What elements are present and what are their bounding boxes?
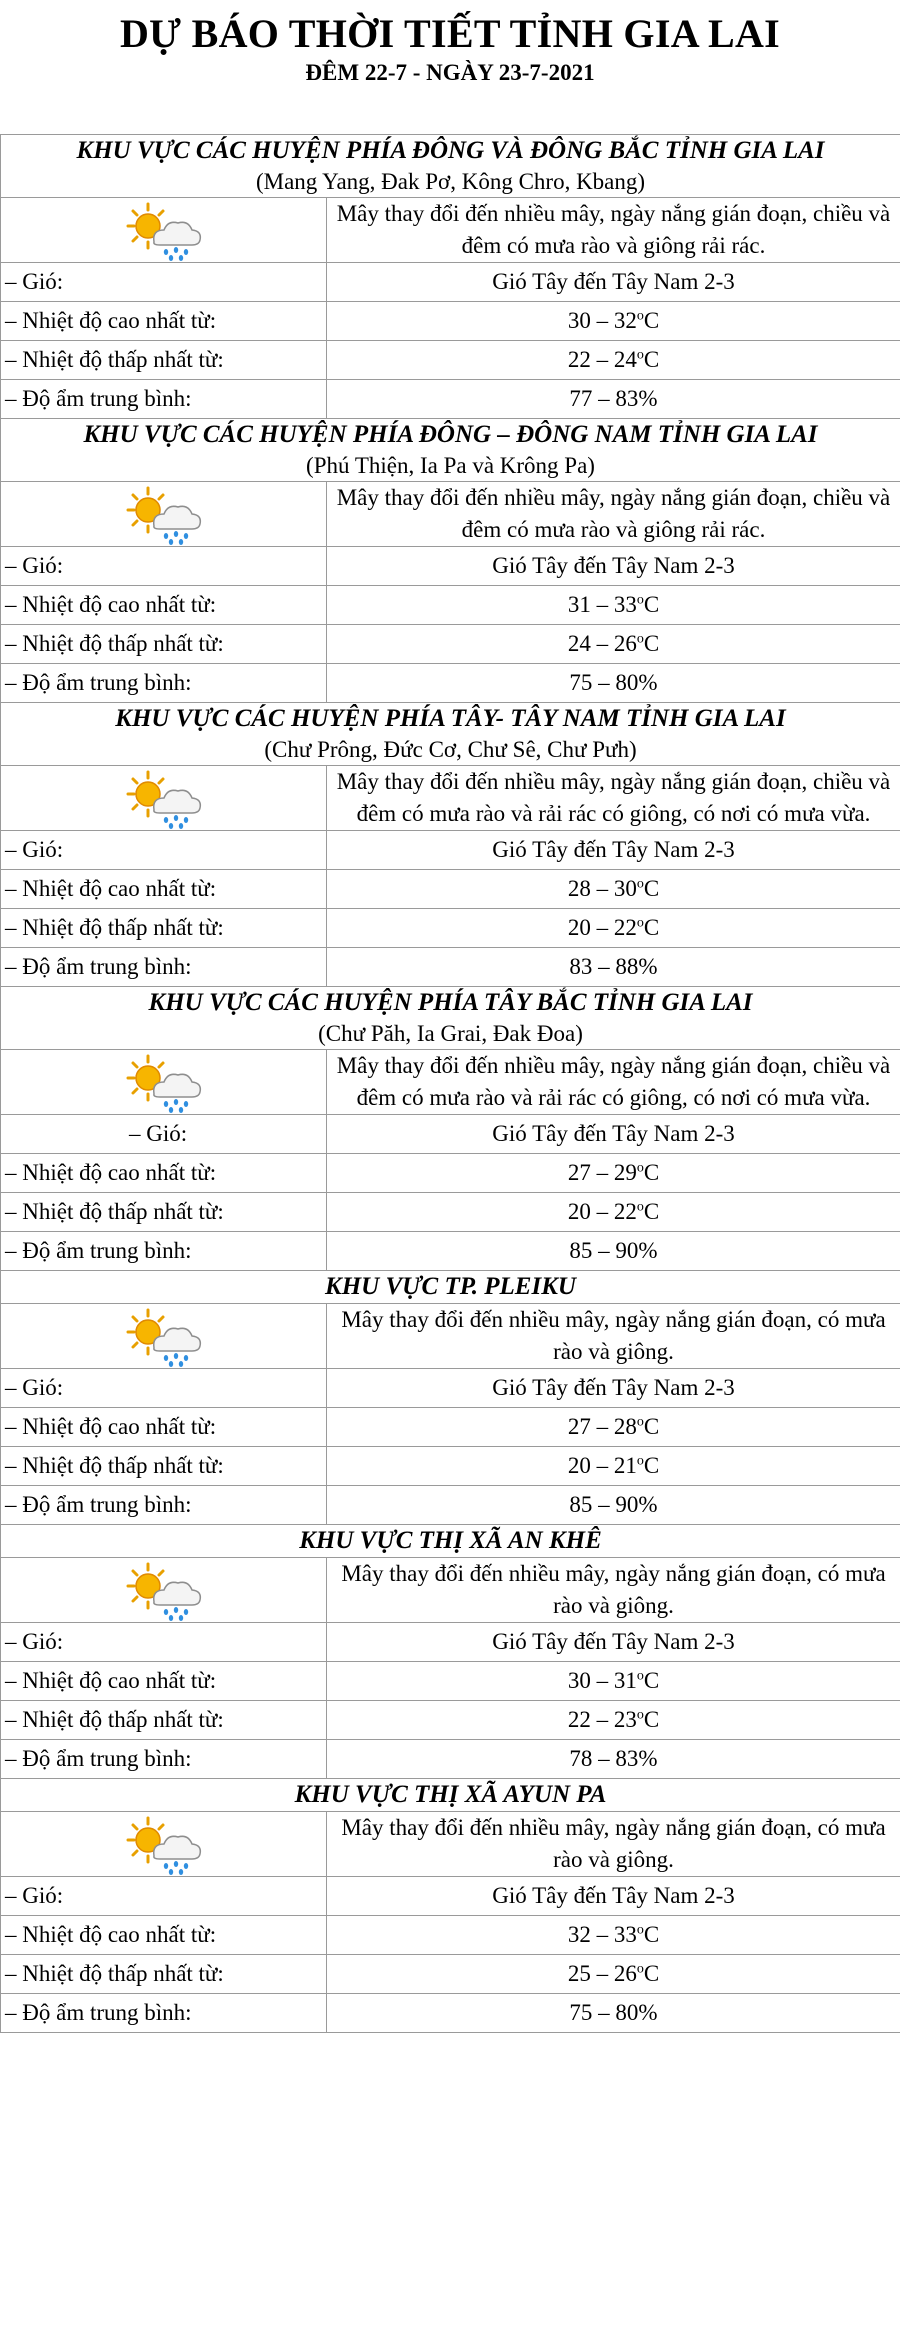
- min-temp-row: [1, 1701, 900, 1740]
- weather-icon-cell: [1, 1050, 327, 1115]
- region-header-row: [1, 703, 900, 766]
- max-temp-label: – Nhiệt độ cao nhất từ:: [1, 1154, 327, 1193]
- max-temp-value: 30 – 31$^o$C: [327, 1662, 900, 1701]
- max-temp-row: [1, 1408, 900, 1447]
- wind-value: Gió Tây đến Tây Nam 2-3: [327, 1369, 900, 1408]
- region-districts: (Mang Yang, Đak Pơ, Kông Chro, Kbang): [255, 169, 646, 194]
- min-temp-row: [1, 625, 900, 664]
- weather-description: Mây thay đổi đến nhiều mây, ngày nắng gián đoạn, có mưa rào và giông.: [327, 1558, 900, 1623]
- region-header: [1, 987, 900, 1050]
- max-temp-value: 32 – 33$^o$C: [327, 1916, 900, 1955]
- max-temp-label: – Nhiệt độ cao nhất từ:: [1, 1662, 327, 1701]
- region-description-row: [1, 482, 900, 547]
- max-temp-label: – Nhiệt độ cao nhất từ:: [1, 870, 327, 909]
- min-temp-row: [1, 341, 900, 380]
- sun-cloud-rain-icon: [122, 482, 206, 546]
- region-name: KHU VỰC CÁC HUYỆN PHÍA TÂY BẮC TỈNH GIA LAI: [148, 989, 753, 1016]
- weather-description: Mây thay đổi đến nhiều mây, ngày nắng gián đoạn, chiều và đêm có mưa rào và rải rác có giông, có nơi có mưa vừa.: [327, 1050, 900, 1115]
- humidity-label: – Độ ẩm trung bình:: [1, 1232, 327, 1271]
- degree-sign: o: [636, 592, 644, 608]
- weather-icon-cell: [1, 766, 327, 831]
- wind-label: – Gió:: [1, 263, 327, 302]
- region-header: [1, 1779, 900, 1812]
- sun-cloud-rain-icon: [122, 1050, 206, 1114]
- max-temp-row: [1, 302, 900, 341]
- region-name: KHU VỰC THỊ XÃ AN KHÊ: [299, 1527, 602, 1554]
- wind-label: – Gió:: [1, 1369, 327, 1408]
- min-temp-row: [1, 1447, 900, 1486]
- humidity-value: 75 – 80%: [327, 664, 900, 703]
- region-header: [1, 1525, 900, 1558]
- min-temp-row: [1, 1955, 900, 1994]
- min-temp-value: 20 – 22$^o$C: [327, 1193, 900, 1232]
- sun-cloud-rain-icon: [122, 1558, 206, 1622]
- degree-sign: o: [636, 631, 644, 647]
- humidity-row: [1, 1994, 900, 2033]
- humidity-label: – Độ ẩm trung bình:: [1, 664, 327, 703]
- humidity-value: 83 – 88%: [327, 948, 900, 987]
- wind-row: [1, 547, 900, 586]
- humidity-row: [1, 1232, 900, 1271]
- min-temp-row: [1, 1193, 900, 1232]
- max-temp-label: – Nhiệt độ cao nhất từ:: [1, 1408, 327, 1447]
- min-temp-label: – Nhiệt độ thấp nhất từ:: [1, 1193, 327, 1232]
- region-description-row: [1, 766, 900, 831]
- weather-icon-cell: [1, 198, 327, 263]
- humidity-row: [1, 380, 900, 419]
- max-temp-label: – Nhiệt độ cao nhất từ:: [1, 302, 327, 341]
- humidity-label: – Độ ẩm trung bình:: [1, 1740, 327, 1779]
- humidity-label: – Độ ẩm trung bình:: [1, 1994, 327, 2033]
- sun-cloud-rain-icon: [122, 1304, 206, 1368]
- forecast-table: [0, 134, 900, 2033]
- wind-label: – Gió:: [1, 831, 327, 870]
- page-subtitle: ĐÊM 22-7 - NGÀY 23-7-2021: [305, 60, 595, 85]
- humidity-label: – Độ ẩm trung bình:: [1, 948, 327, 987]
- region-header-row: [1, 419, 900, 482]
- wind-label: – Gió:: [1, 547, 327, 586]
- region-header: [1, 419, 900, 482]
- wind-value: Gió Tây đến Tây Nam 2-3: [327, 1115, 900, 1154]
- max-temp-row: [1, 586, 900, 625]
- region-districts: (Chư Păh, Ia Grai, Đak Đoa): [318, 1021, 583, 1046]
- humidity-value: 77 – 83%: [327, 380, 900, 419]
- wind-row: [1, 1623, 900, 1662]
- max-temp-value: 31 – 33$^o$C: [327, 586, 900, 625]
- region-header-row: [1, 1525, 900, 1558]
- min-temp-value: 25 – 26$^o$C: [327, 1955, 900, 1994]
- min-temp-label: – Nhiệt độ thấp nhất từ:: [1, 1701, 327, 1740]
- degree-sign: o: [636, 347, 644, 363]
- degree-sign: o: [636, 308, 644, 324]
- humidity-value: 75 – 80%: [327, 1994, 900, 2033]
- humidity-value: 85 – 90%: [327, 1232, 900, 1271]
- degree-sign: o: [636, 1453, 644, 1469]
- weather-icon-cell: [1, 1558, 327, 1623]
- humidity-row: [1, 948, 900, 987]
- degree-sign: o: [636, 915, 644, 931]
- region-header: [1, 135, 900, 198]
- degree-sign: o: [636, 1707, 644, 1723]
- region-description-row: [1, 1558, 900, 1623]
- wind-label: – Gió:: [1, 1623, 327, 1662]
- weather-description: Mây thay đổi đến nhiều mây, ngày nắng gián đoạn, chiều và đêm có mưa rào và giông rải rác.: [327, 482, 900, 547]
- min-temp-value: 22 – 24$^o$C: [327, 341, 900, 380]
- min-temp-label: – Nhiệt độ thấp nhất từ:: [1, 625, 327, 664]
- max-temp-row: [1, 1662, 900, 1701]
- min-temp-value: 20 – 21$^o$C: [327, 1447, 900, 1486]
- weather-icon-cell: [1, 1812, 327, 1877]
- min-temp-label: – Nhiệt độ thấp nhất từ:: [1, 1447, 327, 1486]
- max-temp-row: [1, 1916, 900, 1955]
- humidity-row: [1, 664, 900, 703]
- region-description-row: [1, 1812, 900, 1877]
- min-temp-row: [1, 909, 900, 948]
- max-temp-value: 28 – 30$^o$C: [327, 870, 900, 909]
- weather-icon-cell: [1, 482, 327, 547]
- region-header-row: [1, 987, 900, 1050]
- region-header-row: [1, 135, 900, 198]
- region-header-row: [1, 1271, 900, 1304]
- degree-sign: o: [636, 1922, 644, 1938]
- degree-sign: o: [636, 1199, 644, 1215]
- max-temp-label: – Nhiệt độ cao nhất từ:: [1, 1916, 327, 1955]
- weather-description: Mây thay đổi đến nhiều mây, ngày nắng gián đoạn, có mưa rào và giông.: [327, 1304, 900, 1369]
- region-description-row: [1, 1304, 900, 1369]
- wind-row: [1, 831, 900, 870]
- max-temp-value: 27 – 28$^o$C: [327, 1408, 900, 1447]
- max-temp-row: [1, 870, 900, 909]
- min-temp-value: 20 – 22$^o$C: [327, 909, 900, 948]
- degree-sign: o: [636, 1668, 644, 1684]
- weather-icon-cell: [1, 1304, 327, 1369]
- max-temp-value: 30 – 32$^o$C: [327, 302, 900, 341]
- humidity-label: – Độ ẩm trung bình:: [1, 1486, 327, 1525]
- wind-value: Gió Tây đến Tây Nam 2-3: [327, 1877, 900, 1916]
- degree-sign: o: [636, 876, 644, 892]
- page-title: DỰ BÁO THỜI TIẾT TỈNH GIA LAI: [119, 11, 781, 56]
- max-temp-row: [1, 1154, 900, 1193]
- min-temp-value: 22 – 23$^o$C: [327, 1701, 900, 1740]
- sun-cloud-rain-icon: [122, 766, 206, 830]
- degree-sign: o: [636, 1160, 644, 1176]
- region-name: KHU VỰC TP. PLEIKU: [325, 1273, 576, 1300]
- region-name: KHU VỰC CÁC HUYỆN PHÍA ĐÔNG – ĐÔNG NAM TỈNH GIA LAI: [83, 421, 818, 448]
- weather-description: Mây thay đổi đến nhiều mây, ngày nắng gián đoạn, chiều và đêm có mưa rào và rải rác có giông, có nơi có mưa vừa.: [327, 766, 900, 831]
- max-temp-label: – Nhiệt độ cao nhất từ:: [1, 586, 327, 625]
- region-name: KHU VỰC THỊ XÃ AYUN PA: [294, 1781, 607, 1808]
- wind-row: [1, 1115, 900, 1154]
- region-header: [1, 703, 900, 766]
- min-temp-value: 24 – 26$^o$C: [327, 625, 900, 664]
- wind-value: Gió Tây đến Tây Nam 2-3: [327, 547, 900, 586]
- humidity-row: [1, 1486, 900, 1525]
- humidity-value: 85 – 90%: [327, 1486, 900, 1525]
- wind-row: [1, 263, 900, 302]
- region-districts: (Chư Prông, Đức Cơ, Chư Sê, Chư Pưh): [264, 737, 637, 762]
- degree-sign: o: [636, 1414, 644, 1430]
- humidity-label: – Độ ẩm trung bình:: [1, 380, 327, 419]
- min-temp-label: – Nhiệt độ thấp nhất từ:: [1, 1955, 327, 1994]
- region-description-row: [1, 1050, 900, 1115]
- degree-sign: o: [636, 1961, 644, 1977]
- region-header: [1, 1271, 900, 1304]
- wind-value: Gió Tây đến Tây Nam 2-3: [327, 1623, 900, 1662]
- wind-label: – Gió:: [1, 1115, 327, 1154]
- weather-description: Mây thay đổi đến nhiều mây, ngày nắng gián đoạn, chiều và đêm có mưa rào và giông rải rác.: [327, 198, 900, 263]
- region-description-row: [1, 198, 900, 263]
- region-header-row: [1, 1779, 900, 1812]
- region-name: KHU VỰC CÁC HUYỆN PHÍA TÂY- TÂY NAM TỈNH GIA LAI: [115, 705, 786, 732]
- wind-value: Gió Tây đến Tây Nam 2-3: [327, 831, 900, 870]
- wind-label: – Gió:: [1, 1877, 327, 1916]
- humidity-value: 78 – 83%: [327, 1740, 900, 1779]
- humidity-row: [1, 1740, 900, 1779]
- wind-value: Gió Tây đến Tây Nam 2-3: [327, 263, 900, 302]
- region-districts: (Phú Thiện, Ia Pa và Krông Pa): [306, 453, 595, 478]
- weather-description: Mây thay đổi đến nhiều mây, ngày nắng gián đoạn, có mưa rào và giông.: [327, 1812, 900, 1877]
- min-temp-label: – Nhiệt độ thấp nhất từ:: [1, 341, 327, 380]
- min-temp-label: – Nhiệt độ thấp nhất từ:: [1, 909, 327, 948]
- wind-row: [1, 1877, 900, 1916]
- sun-cloud-rain-icon: [122, 198, 206, 262]
- max-temp-value: 27 – 29$^o$C: [327, 1154, 900, 1193]
- region-name: KHU VỰC CÁC HUYỆN PHÍA ĐÔNG VÀ ĐÔNG BẮC TỈNH GIA LAI: [76, 137, 825, 164]
- sun-cloud-rain-icon: [122, 1812, 206, 1876]
- wind-row: [1, 1369, 900, 1408]
